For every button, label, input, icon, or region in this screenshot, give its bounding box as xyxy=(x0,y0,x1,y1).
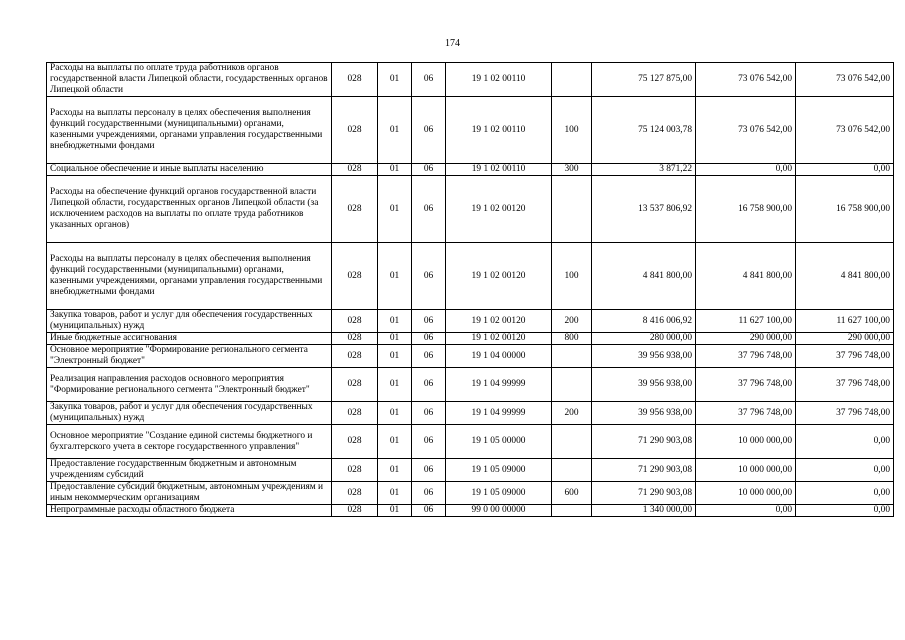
row-section: 01 xyxy=(378,368,412,402)
row-expense-type: 600 xyxy=(552,482,592,505)
row-name: Основное мероприятие "Формирование регионального сегмента "Электронный бюджет" xyxy=(47,345,332,368)
row-section: 01 xyxy=(378,345,412,368)
table-row xyxy=(47,459,894,482)
row-sum3: 11 627 100,00 xyxy=(796,310,894,333)
row-section: 01 xyxy=(378,402,412,425)
page-number: 174 xyxy=(445,38,460,49)
row-name: Предоставление государственным бюджетным и автономным учреждениям субсидий xyxy=(47,459,332,482)
row-subsection: 06 xyxy=(412,459,446,482)
row-admin: 028 xyxy=(332,505,378,517)
row-sum2: 290 000,00 xyxy=(696,333,796,345)
row-expense-type: 100 xyxy=(552,97,592,164)
row-target: 99 0 00 00000 xyxy=(446,505,552,517)
row-sum2: 10 000 000,00 xyxy=(696,482,796,505)
row-sum2: 16 758 900,00 xyxy=(696,176,796,243)
row-sum1: 75 127 875,00 xyxy=(592,63,696,97)
row-name: Закупка товаров, работ и услуг для обеспечения государственных (муниципальных) нужд xyxy=(47,402,332,425)
row-name: Предоставление субсидий бюджетным, автономным учреждениям и иным некоммерческим организациям xyxy=(47,482,332,505)
row-subsection: 06 xyxy=(412,482,446,505)
row-admin: 028 xyxy=(332,164,378,176)
row-sum2: 4 841 800,00 xyxy=(696,243,796,310)
row-expense-type xyxy=(552,176,592,243)
row-name: Иные бюджетные ассигнования xyxy=(47,333,332,345)
row-sum1: 39 956 938,00 xyxy=(592,402,696,425)
table-row xyxy=(47,402,894,425)
row-name: Расходы на выплаты персоналу в целях обеспечения выполнения функций государственными (муниципальными) органами, казенными учреждениями, органами управления государственными внебюджетными фондами xyxy=(47,243,332,310)
row-sum1: 39 956 938,00 xyxy=(592,345,696,368)
table-row xyxy=(47,310,894,333)
row-sum2: 37 796 748,00 xyxy=(696,368,796,402)
row-sum3: 73 076 542,00 xyxy=(796,97,894,164)
row-target: 19 1 05 09000 xyxy=(446,459,552,482)
row-subsection: 06 xyxy=(412,243,446,310)
row-name: Расходы на обеспечение функций органов государственной власти Липецкой области, государственных органов Липецкой области (за исключением расходов на выплаты по оплате труда работников указанных органов) xyxy=(47,176,332,243)
row-target: 19 1 02 00120 xyxy=(446,333,552,345)
row-target: 19 1 05 00000 xyxy=(446,425,552,459)
row-sum2: 73 076 542,00 xyxy=(696,97,796,164)
row-sum2: 0,00 xyxy=(696,164,796,176)
row-target: 19 1 02 00120 xyxy=(446,176,552,243)
row-expense-type: 800 xyxy=(552,333,592,345)
row-subsection: 06 xyxy=(412,505,446,517)
row-admin: 028 xyxy=(332,402,378,425)
row-target: 19 1 02 00110 xyxy=(446,97,552,164)
row-name: Непрограммные расходы областного бюджета xyxy=(47,505,332,517)
row-sum1: 280 000,00 xyxy=(592,333,696,345)
row-sum2: 11 627 100,00 xyxy=(696,310,796,333)
table-row xyxy=(47,368,894,402)
row-admin: 028 xyxy=(332,310,378,333)
row-expense-type xyxy=(552,425,592,459)
row-subsection: 06 xyxy=(412,368,446,402)
row-subsection: 06 xyxy=(412,333,446,345)
row-admin: 028 xyxy=(332,459,378,482)
row-sum3: 16 758 900,00 xyxy=(796,176,894,243)
row-sum3: 290 000,00 xyxy=(796,333,894,345)
row-target: 19 1 05 09000 xyxy=(446,482,552,505)
row-name: Расходы на выплаты по оплате труда работников органов государственной власти Липецкой области, государственных органов Липецкой области xyxy=(47,63,332,97)
row-sum2: 73 076 542,00 xyxy=(696,63,796,97)
row-sum2: 10 000 000,00 xyxy=(696,459,796,482)
row-sum1: 4 841 800,00 xyxy=(592,243,696,310)
row-subsection: 06 xyxy=(412,63,446,97)
row-expense-type xyxy=(552,63,592,97)
table-row xyxy=(47,425,894,459)
table-row xyxy=(47,482,894,505)
row-section: 01 xyxy=(378,164,412,176)
table-row xyxy=(47,176,894,243)
row-sum2: 37 796 748,00 xyxy=(696,402,796,425)
table-row xyxy=(47,97,894,164)
row-expense-type: 100 xyxy=(552,243,592,310)
row-section: 01 xyxy=(378,310,412,333)
row-sum3: 0,00 xyxy=(796,164,894,176)
row-sum3: 0,00 xyxy=(796,425,894,459)
row-subsection: 06 xyxy=(412,176,446,243)
row-admin: 028 xyxy=(332,425,378,459)
row-expense-type xyxy=(552,459,592,482)
row-sum3: 73 076 542,00 xyxy=(796,63,894,97)
row-sum3: 0,00 xyxy=(796,505,894,517)
row-sum1: 3 871,22 xyxy=(592,164,696,176)
row-target: 19 1 02 00110 xyxy=(446,164,552,176)
row-sum3: 37 796 748,00 xyxy=(796,345,894,368)
table-body xyxy=(47,63,894,517)
row-expense-type xyxy=(552,368,592,402)
row-section: 01 xyxy=(378,176,412,243)
row-subsection: 06 xyxy=(412,345,446,368)
row-subsection: 06 xyxy=(412,310,446,333)
row-admin: 028 xyxy=(332,333,378,345)
row-sum2: 10 000 000,00 xyxy=(696,425,796,459)
row-expense-type xyxy=(552,345,592,368)
row-sum3: 37 796 748,00 xyxy=(796,368,894,402)
row-sum1: 71 290 903,08 xyxy=(592,459,696,482)
row-subsection: 06 xyxy=(412,425,446,459)
row-section: 01 xyxy=(378,505,412,517)
row-target: 19 1 04 99999 xyxy=(446,368,552,402)
row-sum1: 75 124 003,78 xyxy=(592,97,696,164)
table-row xyxy=(47,345,894,368)
row-sum1: 1 340 000,00 xyxy=(592,505,696,517)
row-name: Социальное обеспечение и иные выплаты населению xyxy=(47,164,332,176)
row-expense-type: 200 xyxy=(552,402,592,425)
row-sum3: 0,00 xyxy=(796,482,894,505)
row-name: Расходы на выплаты персоналу в целях обеспечения выполнения функций государственными (муниципальными) органами, казенными учреждениями, органами управления государственными внебюджетными фондами xyxy=(47,97,332,164)
row-section: 01 xyxy=(378,97,412,164)
row-sum1: 39 956 938,00 xyxy=(592,368,696,402)
row-expense-type xyxy=(552,505,592,517)
row-subsection: 06 xyxy=(412,164,446,176)
row-target: 19 1 02 00120 xyxy=(446,310,552,333)
row-section: 01 xyxy=(378,459,412,482)
row-name: Основное мероприятие "Создание единой системы бюджетного и бухгалтерского учета в секторе государственного управления" xyxy=(47,425,332,459)
row-admin: 028 xyxy=(332,368,378,402)
row-sum1: 8 416 006,92 xyxy=(592,310,696,333)
row-name: Реализация направления расходов основного мероприятия "Формирование регионального сегмента "Электронный бюджет" xyxy=(47,368,332,402)
table-row xyxy=(47,333,894,345)
row-admin: 028 xyxy=(332,97,378,164)
row-sum2: 37 796 748,00 xyxy=(696,345,796,368)
row-section: 01 xyxy=(378,425,412,459)
row-admin: 028 xyxy=(332,176,378,243)
row-sum2: 0,00 xyxy=(696,505,796,517)
row-subsection: 06 xyxy=(412,97,446,164)
table-row xyxy=(47,164,894,176)
row-section: 01 xyxy=(378,333,412,345)
row-target: 19 1 02 00120 xyxy=(446,243,552,310)
row-sum1: 71 290 903,08 xyxy=(592,482,696,505)
budget-table xyxy=(46,62,894,517)
row-name: Закупка товаров, работ и услуг для обеспечения государственных (муниципальных) нужд xyxy=(47,310,332,333)
row-section: 01 xyxy=(378,482,412,505)
row-sum3: 0,00 xyxy=(796,459,894,482)
row-section: 01 xyxy=(378,243,412,310)
row-target: 19 1 04 99999 xyxy=(446,402,552,425)
row-section: 01 xyxy=(378,63,412,97)
row-target: 19 1 02 00110 xyxy=(446,63,552,97)
row-subsection: 06 xyxy=(412,402,446,425)
row-target: 19 1 04 00000 xyxy=(446,345,552,368)
row-admin: 028 xyxy=(332,482,378,505)
row-sum3: 37 796 748,00 xyxy=(796,402,894,425)
row-sum1: 13 537 806,92 xyxy=(592,176,696,243)
row-admin: 028 xyxy=(332,345,378,368)
row-admin: 028 xyxy=(332,243,378,310)
table-row xyxy=(47,243,894,310)
row-expense-type: 200 xyxy=(552,310,592,333)
table-row xyxy=(47,505,894,517)
row-sum1: 71 290 903,08 xyxy=(592,425,696,459)
row-admin: 028 xyxy=(332,63,378,97)
row-sum3: 4 841 800,00 xyxy=(796,243,894,310)
table-row xyxy=(47,63,894,97)
row-expense-type: 300 xyxy=(552,164,592,176)
